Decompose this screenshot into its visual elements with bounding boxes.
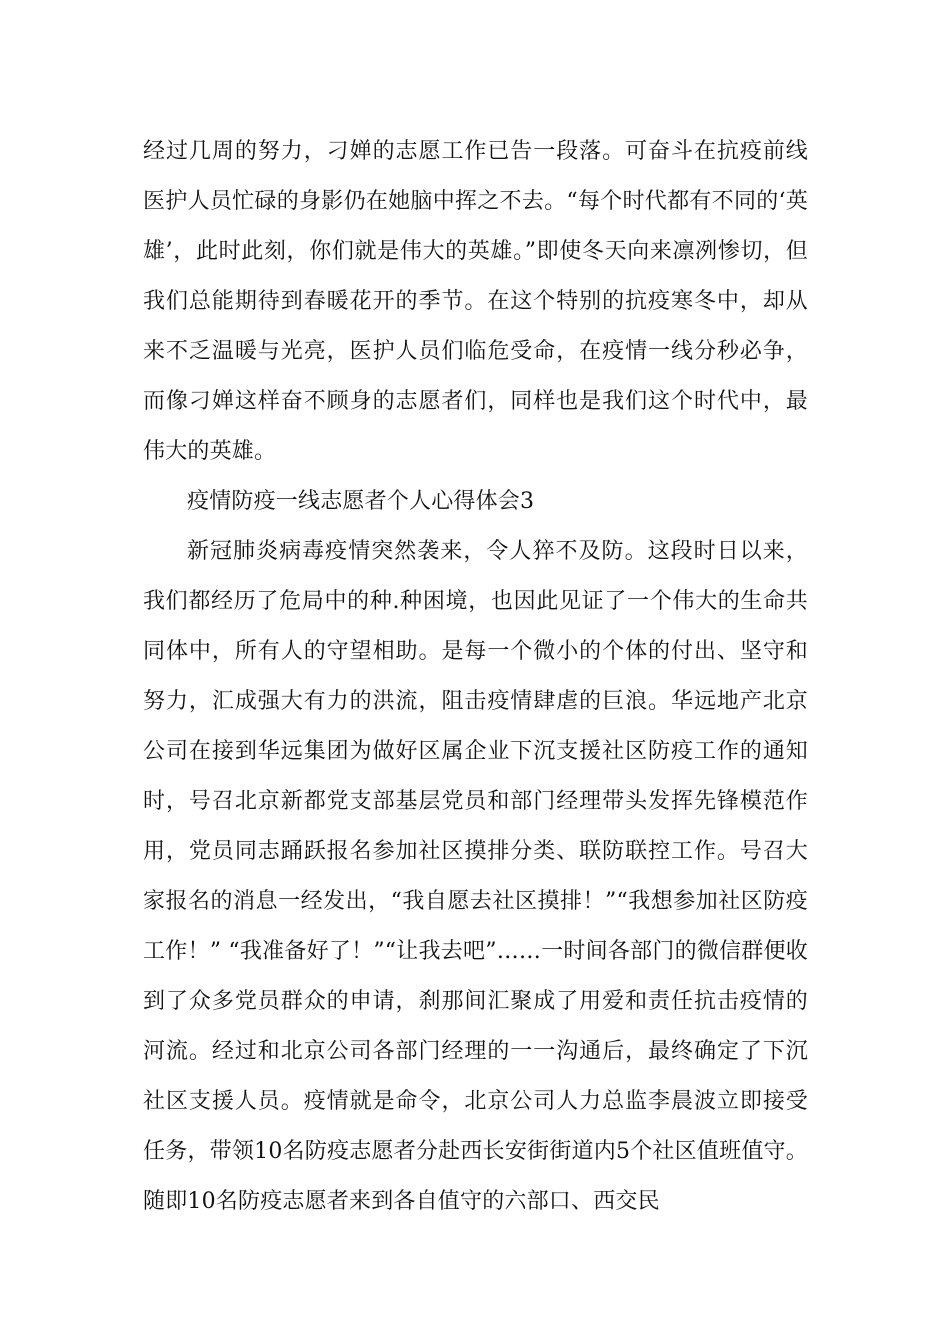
section-heading: 疫情防疫一线志愿者个人心得体会3 bbox=[187, 489, 535, 514]
paragraph-volunteer-conclusion: 经过几周的努力，刁婵的志愿工作已告一段落。可奋斗在抗疫前线医护人员忙碌的身影仍在她脑中挥之不去。“每个时代都有不同的‘英雄’，此时此刻，你们就是伟大的英雄。”即使冬天向来凛冽惨切，但我们总能期待到春暖花开的季节。在这个特别的抗疫寒冬中，却从来不乏温暖与光亮，医护人员们临危受命，在疫情一线分秒必争，而像刁婵这样奋不顾身的志愿者们，同样也是我们这个时代中，最伟大的英雄。 bbox=[143, 139, 808, 464]
paragraph-covid-response: 新冠肺炎病毒疫情突然袭来，令人猝不及防。这段时日以来，我们都经历了危局中的种.种困境，也因此见证了一个伟大的生命共同体中，所有人的守望相助。是每一个微小的个体的付出、坚守和努力，汇成强大有力的洪流，阻击疫情肆虐的巨浪。华远地产北京公司在接到华远集团为做好区属企业下沉支援社区防疫工作的通知时，号召北京新都党支部基层党员和部门经理带头发挥先锋模范作用，党员同志踊跃报名参加社区摸排分类、联防联控工作。号召大家报名的消息一经发出，“我自愿去社区摸排！”“我想参加社区防疫工作！” “我准备好了！”“让我去吧”……一时间各部门的微信群便收到了众多党员群众的申请，刹那间汇聚成了用爱和责任抗击疫情的河流。经过和北京公司各部门经理的一一沟通后，最终确定了下沉社区支援人员。疫情就是命令，北京公司人力总监李晨波立即接受任务，带领10名防疫志愿者分赴西长安街街道内5个社区值班值守。随即10名防疫志愿者来到各自值守的六部口、西交民 bbox=[143, 539, 808, 1214]
document-body bbox=[143, 127, 808, 1227]
